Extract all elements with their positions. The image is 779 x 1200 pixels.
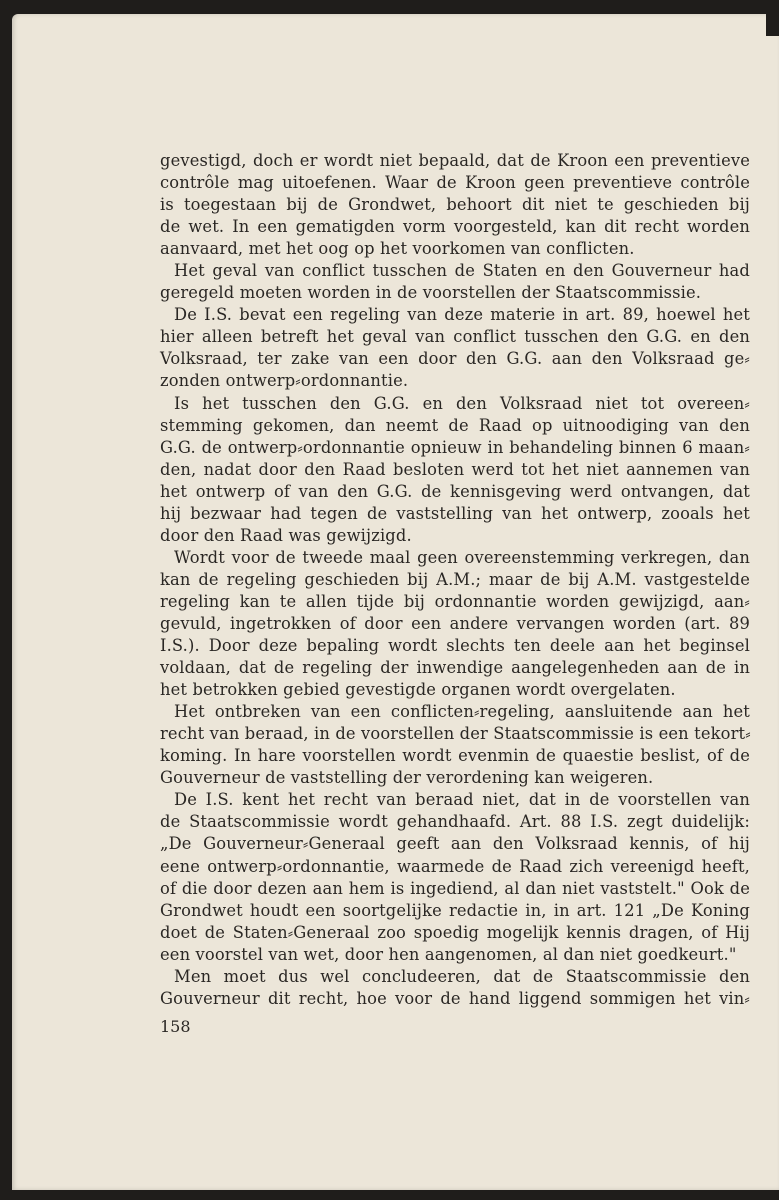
text-line: de wet. In een gematigden vorm voorgesteld, kan dit recht worden: [160, 217, 750, 237]
text-line: Grondwet houdt een soortgelijke redactie in, in art. 121 „De Koning: [160, 900, 750, 920]
text-line: doet de Staten⸗Generaal zoo spoedig mogelijk kennis dragen, of Hij: [160, 922, 750, 942]
text-line: of die door dezen aan hem is ingediend, al dan niet vaststelt." Ook de: [160, 878, 750, 898]
text-line: Volksraad, ter zake van een door den G.G. aan den Volksraad ge⸗: [160, 349, 750, 369]
text-line: gevuld, ingetrokken of door een andere vervangen worden (art. 89: [160, 613, 750, 633]
text-line: een voorstel van wet, door hen aangenomen, al dan niet goedkeurt.": [160, 944, 737, 964]
text-line: het ontwerp of van den G.G. de kennisgeving werd ontvangen, dat: [160, 481, 750, 501]
text-line: zonden ontwerp⸗ordonnantie.: [160, 371, 409, 391]
text-line: Het geval van conflict tusschen de Staten en den Gouverneur had: [174, 261, 750, 281]
text-line: Gouverneur de vaststelling der verordening kan weigeren.: [160, 768, 654, 788]
book-page: [12, 14, 779, 1190]
text-line: aanvaard, met het oog op het voorkomen van conflicten.: [160, 239, 635, 259]
text-line: stemming gekomen, dan neemt de Raad op uitnoodiging van den: [160, 415, 750, 435]
text-line: Gouverneur dit recht, hoe voor de hand liggend sommigen het vin⸗: [160, 988, 750, 1008]
text-line: G.G. de ontwerp⸗ordonnantie opnieuw in behandeling binnen 6 maan⸗: [160, 437, 750, 457]
text-line: kan de regeling geschieden bij A.M.; maar de bij A.M. vastgestelde: [160, 569, 750, 589]
text-line: Is het tusschen den G.G. en den Volksraad niet tot overeen⸗: [174, 393, 750, 413]
text-line: Het ontbreken van een conflicten⸗regeling, aansluitende aan het: [174, 702, 750, 722]
text-line: hij bezwaar had tegen de vaststelling van het ontwerp, zooals het: [160, 503, 750, 523]
text-line: recht van beraad, in de voorstellen der Staatscommissie is een tekort⸗: [160, 724, 751, 744]
text-line: De I.S. kent het recht van beraad niet, dat in de voorstellen van: [174, 790, 750, 810]
text-line: koming. In hare voorstellen wordt evenmin de quaestie beslist, of de: [160, 746, 750, 766]
text-line: door den Raad was gewijzigd.: [160, 525, 412, 545]
text-line: voldaan, dat de regeling der inwendige aangelegenheden aan de in: [160, 658, 750, 678]
body-text: [160, 150, 750, 1010]
text-line: het betrokken gebied gevestigde organen wordt overgelaten.: [160, 680, 676, 700]
text-line: eene ontwerp⸗ordonnantie, waarmede de Raad zich vereenigd heeft,: [160, 856, 750, 876]
page-corner-shadow: [766, 14, 779, 36]
text-line: contrôle mag uitoefenen. Waar de Kroon geen preventieve contrôle: [160, 173, 750, 193]
page-number: 158: [160, 1017, 191, 1036]
text-line: is toegestaan bij de Grondwet, behoort dit niet te geschieden bij: [160, 195, 750, 215]
text-line: gevestigd, doch er wordt niet bepaald, dat de Kroon een preventieve: [160, 151, 750, 170]
text-line: Men moet dus wel concludeeren, dat de Staatscommissie den: [174, 966, 750, 986]
text-line: den, nadat door den Raad besloten werd tot het niet aannemen van: [160, 459, 750, 479]
text-line: De I.S. bevat een regeling van deze materie in art. 89, hoewel het: [174, 305, 750, 325]
text-line: Wordt voor de tweede maal geen overeenstemming verkregen, dan: [174, 547, 750, 567]
text-line: I.S.). Door deze bepaling wordt slechts ten deele aan het beginsel: [160, 636, 750, 656]
text-line: geregeld moeten worden in de voorstellen der Staatscommissie.: [160, 283, 702, 303]
text-line: de Staatscommissie wordt gehandhaafd. Art. 88 I.S. zegt duidelijk:: [160, 812, 750, 832]
text-line: hier alleen betreft het geval van conflict tusschen den G.G. en den: [160, 327, 750, 347]
text-line: „De Gouverneur⸗Generaal geeft aan den Volksraad kennis, of hij: [160, 834, 750, 854]
text-line: regeling kan te allen tijde bij ordonnantie worden gewijzigd, aan⸗: [160, 591, 750, 611]
